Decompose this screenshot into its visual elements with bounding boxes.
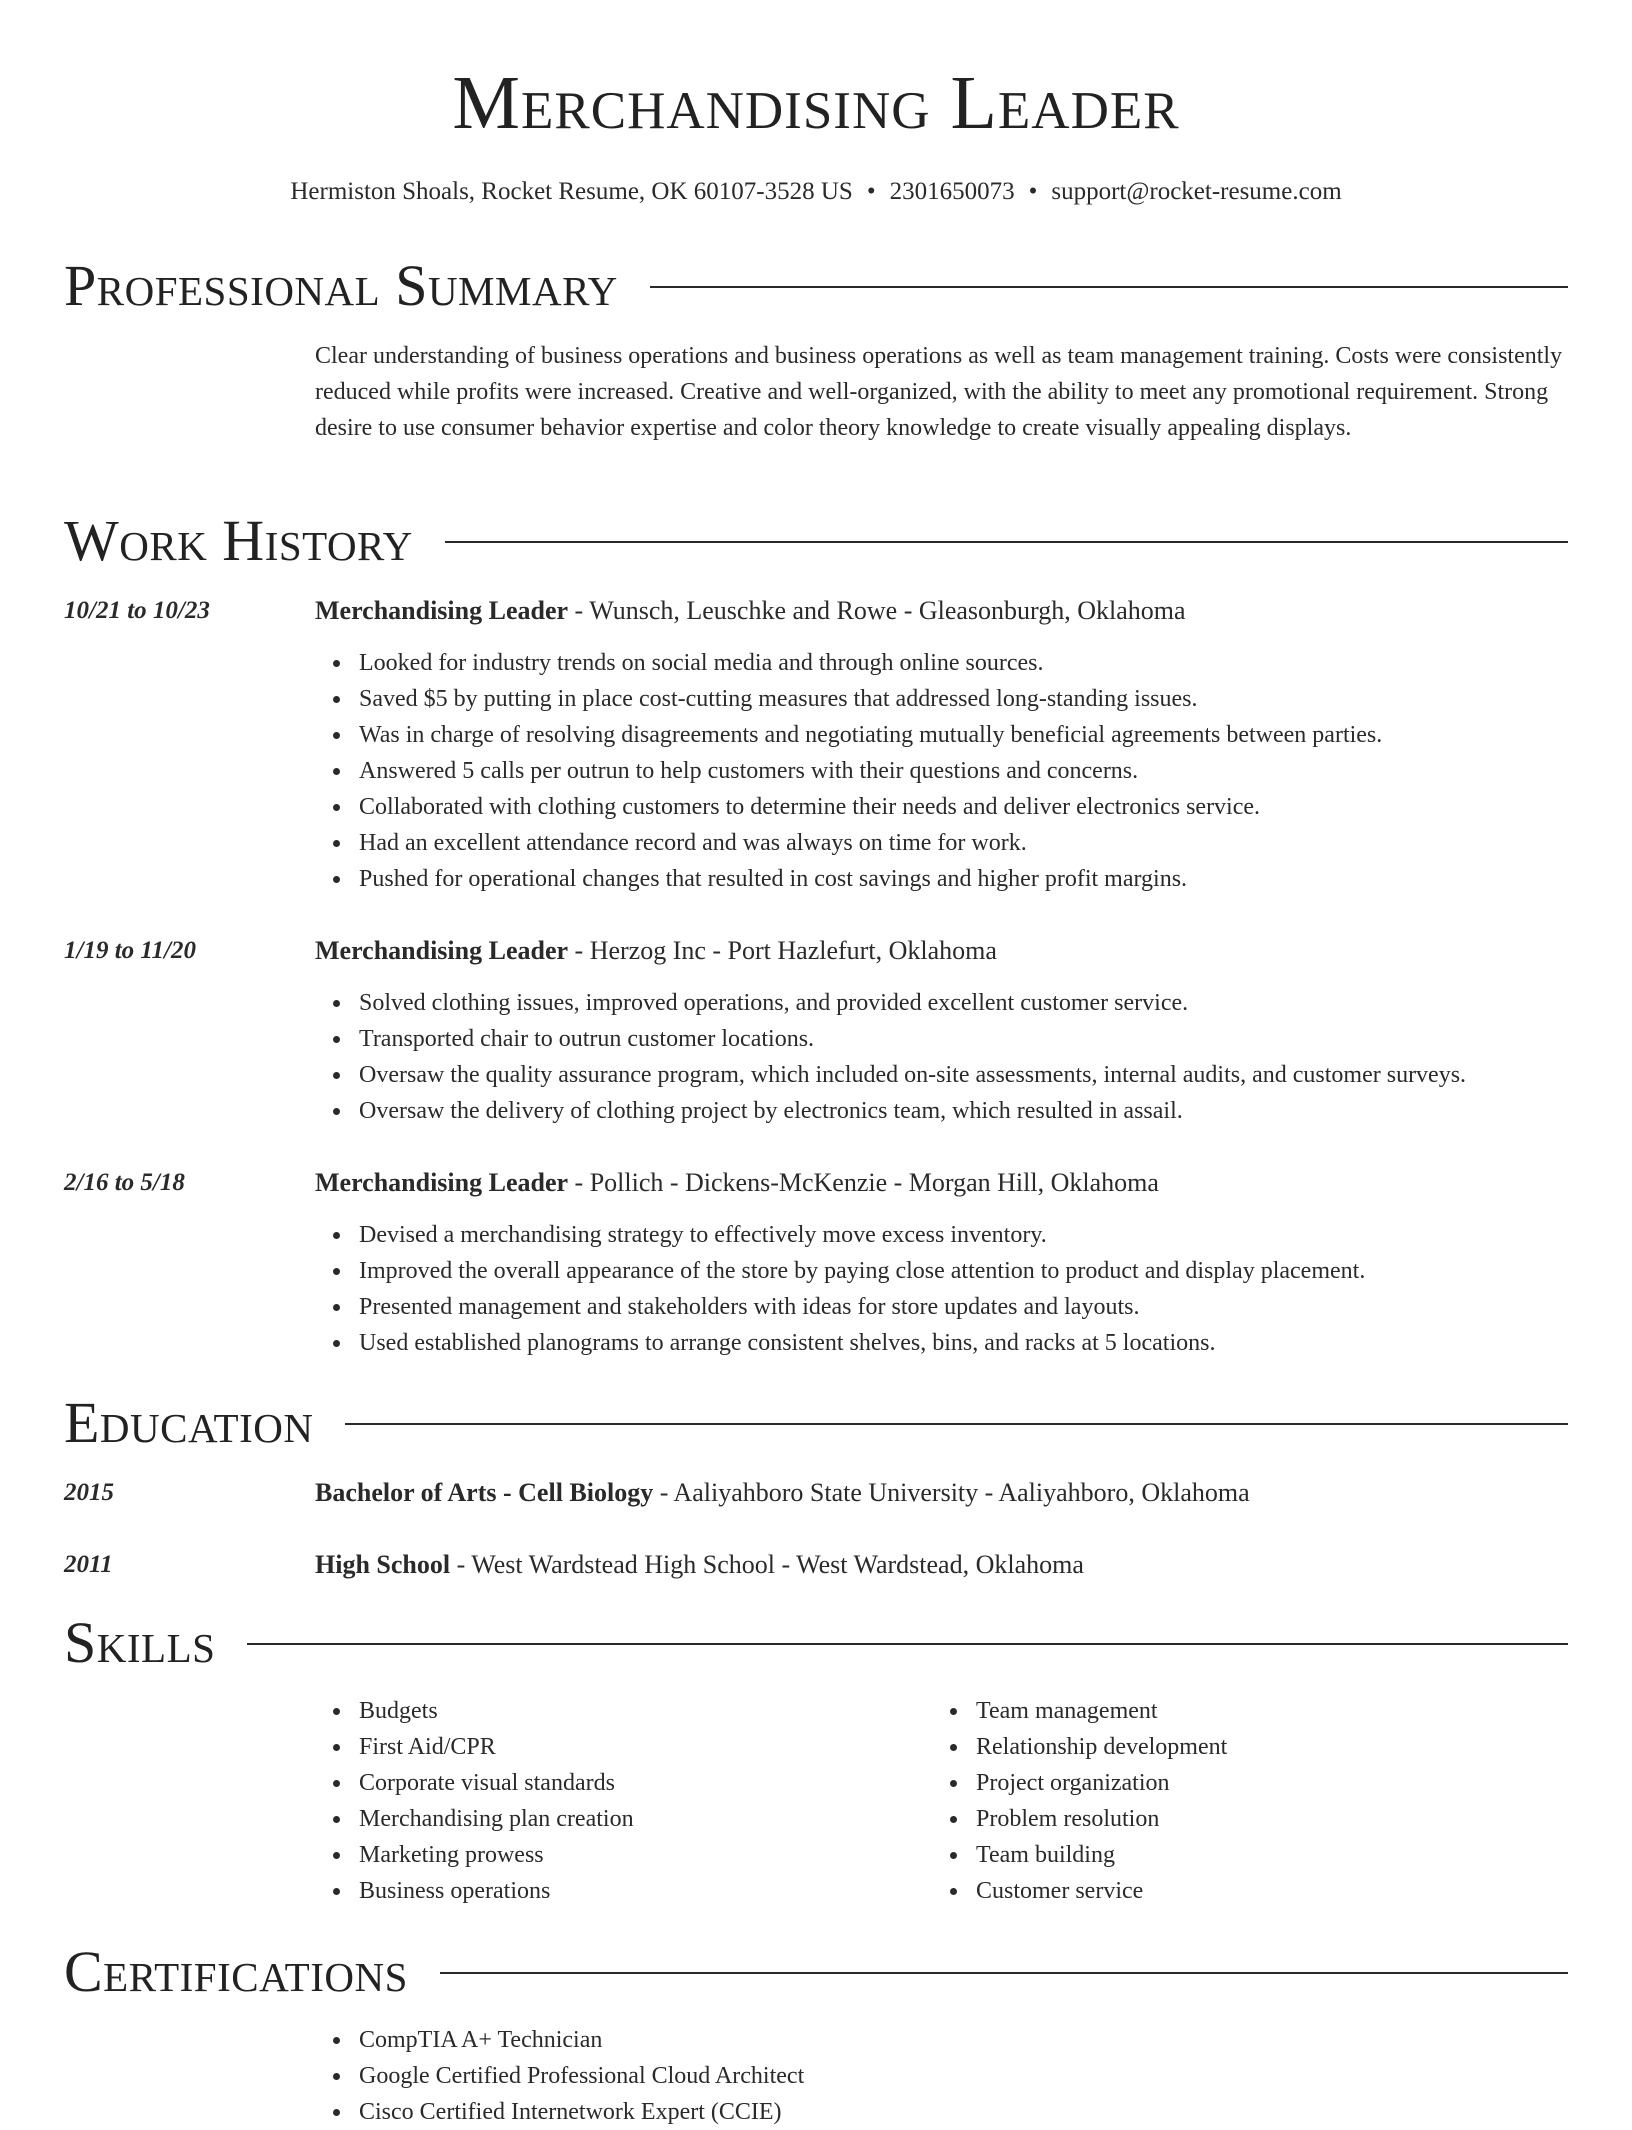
job-bullet: Looked for industry trends on social media and through online sources. [359, 645, 1382, 681]
contact-email: support@rocket-resume.com [1051, 178, 1342, 205]
education-line [315, 1475, 1250, 1511]
job-bullet: Oversaw the delivery of clothing project by electronics team, which resulted in assail. [359, 1093, 1466, 1129]
skill-item: Team management [976, 1693, 1227, 1729]
job-bullet: Answered 5 calls per outrun to help customers with their questions and concerns. [359, 753, 1382, 789]
job-bullet: Pushed for operational changes that resulted in cost savings and higher profit margins. [359, 861, 1382, 897]
section-divider [440, 1972, 1568, 1974]
job-title: Merchandising Leader [315, 1168, 569, 1197]
skills-list-left [315, 1693, 634, 1909]
skill-item: First Aid/CPR [359, 1729, 634, 1765]
section-header-certifications [64, 1937, 1568, 2007]
education-year: 2011 [64, 1551, 113, 1578]
education-school: - West Wardstead High School - West Wardstead, Oklahoma [450, 1550, 1084, 1579]
job-bullet: Improved the overall appearance of the store by paying close attention to product and display placement. [359, 1253, 1365, 1289]
education-school: - Aaliyahboro State University - Aaliyahboro, Oklahoma [653, 1478, 1250, 1507]
section-title-work: Work History [64, 508, 413, 573]
contact-line [0, 174, 1632, 210]
contact-separator: • [1028, 178, 1038, 205]
job-bullet: Solved clothing issues, improved operations, and provided excellent customer service. [359, 985, 1466, 1021]
skill-item: Project organization [976, 1765, 1227, 1801]
job-bullet: Was in charge of resolving disagreements and negotiating mutually beneficial agreements between parties. [359, 717, 1382, 753]
skill-item: Corporate visual standards [359, 1765, 634, 1801]
job-title-line [315, 1165, 1159, 1201]
skill-item: Customer service [976, 1873, 1227, 1909]
job-bullet: Collaborated with clothing customers to determine their needs and deliver electronics service. [359, 789, 1382, 825]
section-header-education [64, 1388, 1568, 1458]
section-title-education: Education [64, 1390, 314, 1455]
job-title-line [315, 933, 997, 969]
job-dates: 10/21 to 10/23 [64, 597, 210, 624]
certification-item: Google Certified Professional Cloud Architect [359, 2058, 804, 2094]
certifications-list [315, 2022, 804, 2130]
section-header-summary [64, 251, 1568, 321]
section-title-summary: Professional Summary [64, 253, 618, 318]
resume-name: Merchandising Leader [452, 61, 1180, 145]
section-divider [345, 1423, 1568, 1425]
job-bullet: Presented management and stakeholders with ideas for store updates and layouts. [359, 1289, 1365, 1325]
job-dates: 2/16 to 5/18 [64, 1169, 185, 1196]
skill-item: Business operations [359, 1873, 634, 1909]
job-dates: 1/19 to 11/20 [64, 937, 196, 964]
education-line [315, 1547, 1084, 1583]
job-bullet: Had an excellent attendance record and was always on time for work. [359, 825, 1382, 861]
job-bullet: Saved $5 by putting in place cost-cutting measures that addressed long-standing issues. [359, 681, 1382, 717]
skill-item: Marketing prowess [359, 1837, 634, 1873]
job-company: - Pollich - Dickens-McKenzie - Morgan Hill, Oklahoma [568, 1168, 1159, 1197]
section-divider [445, 541, 1568, 543]
contact-separator: • [866, 178, 876, 205]
job-bullet: Oversaw the quality assurance program, which included on-site assessments, internal audits, and customer surveys. [359, 1057, 1466, 1093]
job-bullet: Devised a merchandising strategy to effectively move excess inventory. [359, 1217, 1365, 1253]
skill-item: Budgets [359, 1693, 634, 1729]
job-title: Merchandising Leader [315, 596, 569, 625]
job-company: - Wunsch, Leuschke and Rowe - Gleasonburgh, Oklahoma [568, 596, 1186, 625]
section-title-certifications: Certifications [64, 1939, 408, 2004]
certification-item: CompTIA A+ Technician [359, 2022, 804, 2058]
summary-text: Clear understanding of business operations and business operations as well as team management training. Costs were consistently reduced while profits were increased. Creative and well-organized, with the ability to meet any promotional requirement. Strong desire to use consumer behavior expertise and color theory knowledge to create visually appealing displays. [315, 343, 1563, 441]
job-bullet: Transported chair to outrun customer locations. [359, 1021, 1466, 1057]
job-bullets [315, 1217, 1365, 1361]
job-bullets [315, 985, 1466, 1129]
section-title-skills: Skills [64, 1610, 216, 1675]
section-divider [247, 1643, 1568, 1645]
job-bullets [315, 645, 1382, 897]
skills-list-right [932, 1693, 1227, 1909]
job-company: - Herzog Inc - Port Hazlefurt, Oklahoma [568, 936, 997, 965]
education-year: 2015 [64, 1479, 114, 1506]
section-header-skills [64, 1608, 1568, 1678]
section-header-work [64, 506, 1568, 576]
job-title-line [315, 593, 1186, 629]
skill-item: Problem resolution [976, 1801, 1227, 1837]
certification-item: Cisco Certified Internetwork Expert (CCIE) [359, 2094, 804, 2130]
skill-item: Team building [976, 1837, 1227, 1873]
section-divider [650, 286, 1568, 288]
skill-item: Merchandising plan creation [359, 1801, 634, 1837]
education-degree: High School [315, 1550, 451, 1579]
education-degree: Bachelor of Arts - Cell Biology [315, 1478, 654, 1507]
skill-item: Relationship development [976, 1729, 1227, 1765]
contact-address: Hermiston Shoals, Rocket Resume, OK 60107-3528 US [290, 178, 853, 205]
job-bullet: Used established planograms to arrange consistent shelves, bins, and racks at 5 locations. [359, 1325, 1365, 1361]
job-title: Merchandising Leader [315, 936, 569, 965]
contact-phone: 2301650073 [889, 178, 1015, 205]
